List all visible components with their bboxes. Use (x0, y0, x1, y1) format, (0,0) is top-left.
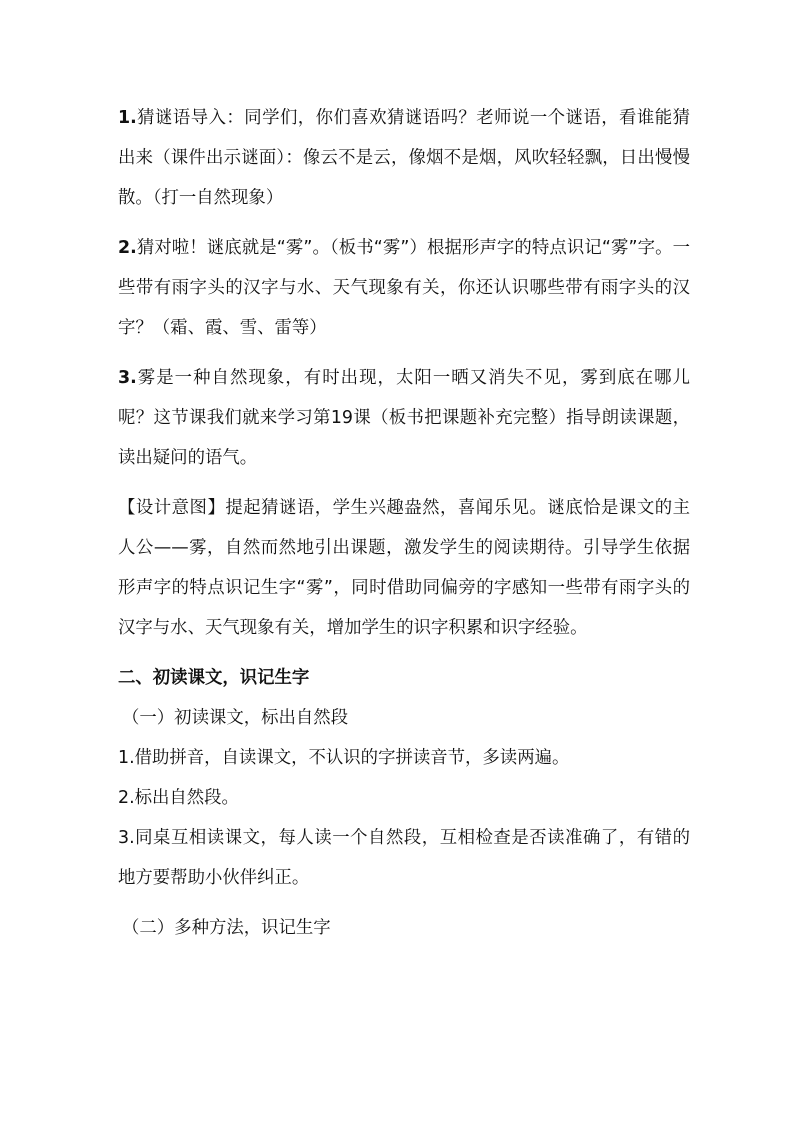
intro-paragraph-3 (118, 358, 690, 478)
paragraph-number: 3. (118, 368, 137, 388)
step-item-3: 3.同桌互相读课文，每人读一个自然段，互相检查是否读准确了，有错的地方要帮助小伙伴纠正。 (118, 828, 690, 888)
document-page (118, 98, 690, 948)
paragraph-text: 猜对啦！谜底就是“雾”。（板书“雾”）根据形声字的特点识记“雾”字。一些带有雨字头的汉字与水、天气现象有关，你还认识哪些带有雨字头的汉字？（霜、霞、雪、雷等） (118, 238, 690, 338)
design-intent-paragraph (118, 488, 690, 648)
paragraph-number: 2. (118, 238, 137, 258)
subsection-title-2: （二）多种方法，识记生字 (122, 918, 331, 938)
intro-paragraph-1 (118, 98, 690, 218)
step-item-1: 1.借助拼音，自读课文，不认识的字拼读音节，多读两遍。 (118, 748, 570, 768)
paragraph-text: 猜谜语导入：同学们，你们喜欢猜谜语吗？老师说一个谜语，看谁能猜出来（课件出示谜面）：像云不是云，像烟不是烟，风吹轻轻飘，日出慢慢散。（打一自然现象） (118, 108, 690, 208)
step-item-2: 2.标出自然段。 (118, 788, 239, 808)
paragraph-text: 【设计意图】提起猜谜语，学生兴趣盎然，喜闻乐见。谜底恰是课文的主人公——雾，自然而然地引出课题，激发学生的阅读期待。引导学生依据形声字的特点识记生字“雾”，同时借助同偏旁的字感知一些带有雨字头的汉字与水、天气现象有关，增加学生的识字积累和识字经验。 (118, 498, 690, 638)
subsection-title-1: （一）初读课文，标出自然段 (122, 708, 349, 728)
section-heading: 二、初读课文，识记生字 (118, 668, 310, 688)
paragraph-text: 雾是一种自然现象，有时出现，太阳一晒又消失不见，雾到底在哪儿呢？这节课我们就来学习第19课（板书把课题补充完整）指导朗读课题，读出疑问的语气。 (118, 368, 690, 468)
intro-paragraph-2 (118, 228, 690, 348)
paragraph-number: 1. (118, 108, 137, 128)
